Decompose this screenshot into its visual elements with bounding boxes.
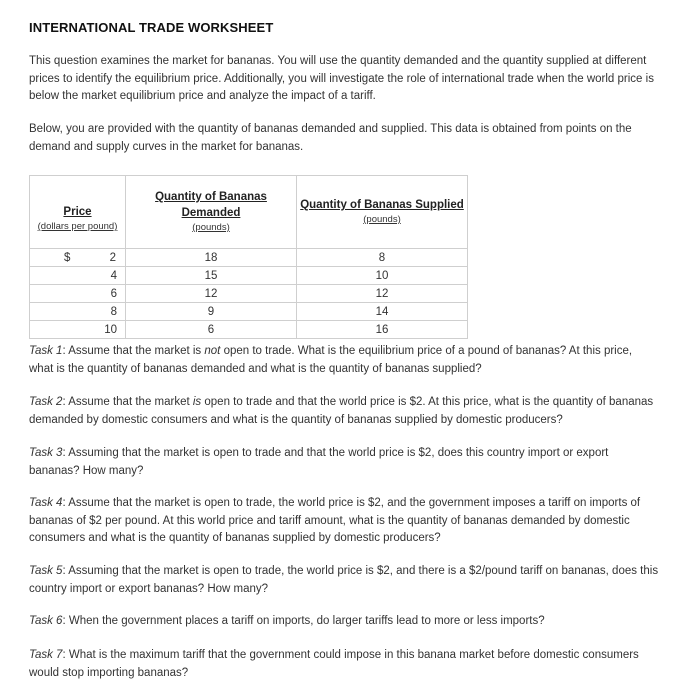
table-row [30, 321, 468, 339]
supply-demand-table [29, 175, 468, 339]
price-cell [30, 321, 126, 339]
price-header [30, 176, 126, 249]
task-text: Assuming that the market is open to trade, the world price is $2, and there is a $2/pound tariff on bananas, does this country import or export bananas? How many? [29, 565, 659, 595]
demanded-cell: 15 [126, 267, 297, 285]
task-text: open to trade and that the world price is $2. At this price, what is the quantity of bananas demanded by domestic consumers and what is the quantity of bananas supplied by domestic producers? [29, 396, 654, 426]
task-label: Task 3 [29, 447, 63, 459]
price-cell [30, 285, 126, 303]
supplied-cell: 10 [297, 267, 468, 285]
demanded-header-unit: (pounds) [192, 222, 230, 233]
task-label: Task 7 [29, 649, 63, 661]
price-header-unit: (dollars per pound) [37, 221, 118, 232]
price-cell [30, 249, 126, 267]
supplied-cell: 12 [297, 285, 468, 303]
task-text: Assuming that the market is open to trade and that the world price is $2, does this country import or export bananas? How many? [29, 447, 609, 477]
currency-symbol: $ [64, 251, 71, 264]
page-title: INTERNATIONAL TRADE WORKSHEET [29, 20, 274, 35]
task-text: What is the maximum tariff that the government could impose in this banana market before domestic consumers would stop importing bananas? [29, 649, 639, 679]
task-label: Task 6 [29, 615, 63, 627]
task-1: Task 1: Assume that the market is not open to trade. What is the equilibrium price of a pound of bananas? At this price, what is the quantity of bananas demanded and what is the quantity of bananas supplied? [29, 345, 633, 375]
intro-paragraph: This question examines the market for bananas. You will use the quantity demanded and the quantity supplied at different prices to identify the equilibrium price. Additionally, you will investigate the role of international trade when the world price is below the market equilibrium price and analyze the impact of a tariff. [29, 55, 654, 102]
demanded-cell: 12 [126, 285, 297, 303]
task-text: Assume that the market is [68, 345, 205, 357]
table-intro-paragraph: Below, you are provided with the quantity of bananas demanded and supplied. This data is obtained from points on the demand and supply curves in the market for bananas. [29, 123, 632, 153]
task-text: When the government places a tariff on imports, do larger tariffs lead to more or less imports? [68, 615, 545, 627]
task-text: open to trade. What is the equilibrium price of a pound of bananas? At this price, what is the quantity of bananas demanded and what is the quantity of bananas supplied? [29, 345, 633, 375]
task-6: Task 6: When the government places a tariff on imports, do larger tariffs lead to more or less imports? [29, 615, 545, 627]
task-label: Task 5 [29, 565, 63, 577]
price-value: 10 [104, 323, 117, 336]
table-row [30, 285, 468, 303]
supplied-header-title: Quantity of Bananas Supplied [300, 199, 464, 211]
task-2: Task 2: Assume that the market is open to trade and that the world price is $2. At this price, what is the quantity of bananas demanded by domestic consumers and what is the quantity of bananas supplied by domestic producers? [29, 396, 654, 426]
price-value: 6 [110, 287, 117, 300]
price-value: 2 [109, 251, 116, 264]
table-row [30, 249, 468, 267]
supplied-cell: 14 [297, 303, 468, 321]
task-emphasis: not [204, 345, 221, 357]
task-4: Task 4: Assume that the market is open to trade, the world price is $2, and the government imposes a tariff on imports of bananas of $2 per pound. At this world price and tariff amount, what is the quantity of bananas demanded by domestic consumers and what is the quantity of bananas supplied by domestic producers? [29, 497, 641, 544]
supplied-header-unit: (pounds) [363, 214, 401, 225]
task-label: Task 2 [29, 396, 63, 408]
demanded-cell: 6 [126, 321, 297, 339]
supplied-header [297, 176, 468, 249]
demanded-cell: 18 [126, 249, 297, 267]
demanded-header [126, 176, 297, 249]
task-3: Task 3: Assuming that the market is open to trade and that the world price is $2, does this country import or export bananas? How many? [29, 447, 609, 477]
table-header-row [30, 176, 468, 249]
price-cell [30, 303, 126, 321]
demanded-header-title: Quantity of Bananas Demanded [155, 191, 267, 219]
supplied-cell: 8 [297, 249, 468, 267]
task-text: Assume that the market [68, 396, 193, 408]
task-label: Task 4 [29, 497, 63, 509]
price-value: 4 [110, 269, 117, 282]
task-label: Task 1 [29, 345, 63, 357]
table-row [30, 267, 468, 285]
price-cell [30, 267, 126, 285]
price-header-title: Price [63, 206, 92, 218]
task-5: Task 5: Assuming that the market is open to trade, the world price is $2, and there is a $2/pound tariff on bananas, does this country import or export bananas? How many? [29, 565, 659, 595]
demanded-cell: 9 [126, 303, 297, 321]
table-row [30, 303, 468, 321]
task-text: Assume that the market is open to trade, the world price is $2, and the government imposes a tariff on imports of bananas of $2 per pound. At this world price and tariff amount, what is the quantity of bananas demanded by domestic consumers and what is the quantity of bananas supplied by domestic producers? [29, 497, 641, 544]
supplied-cell: 16 [297, 321, 468, 339]
task-7: Task 7: What is the maximum tariff that the government could impose in this banana market before domestic consumers would stop importing bananas? [29, 649, 639, 679]
price-value: 8 [110, 305, 117, 318]
task-emphasis: is [192, 396, 202, 408]
